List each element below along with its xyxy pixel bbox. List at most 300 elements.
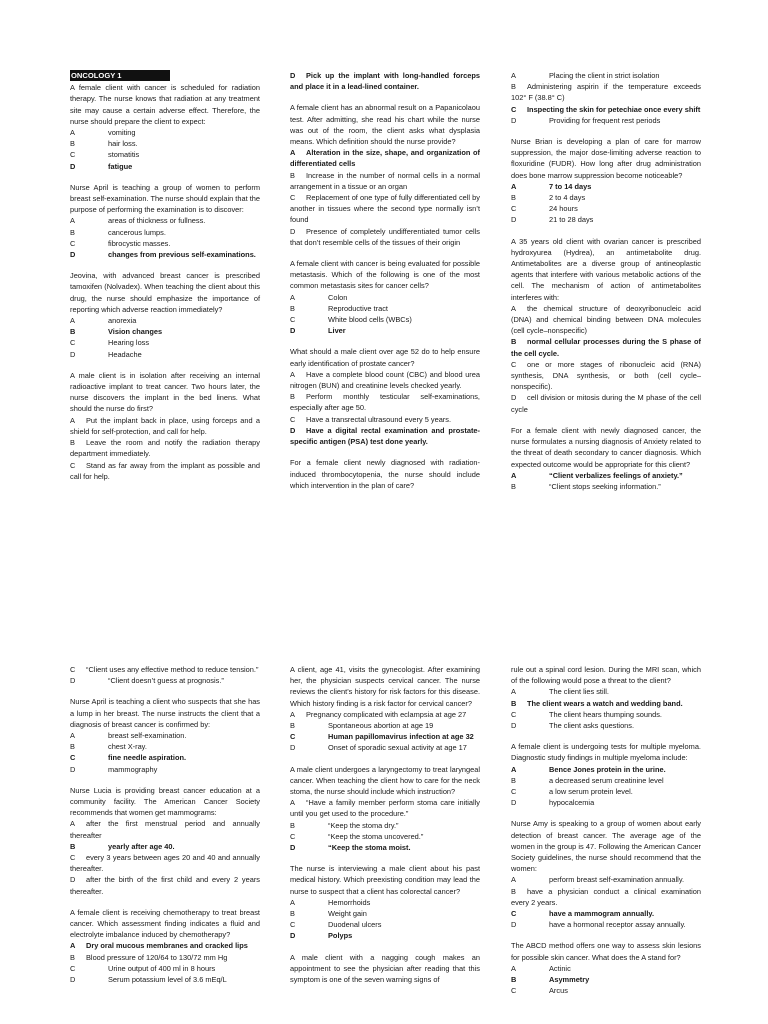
answer-option — [70, 974, 260, 985]
answer-option — [70, 349, 260, 360]
option-letter: D — [290, 326, 296, 336]
answer-option — [70, 874, 260, 896]
option-text: Pregnancy complicated with eclampsia at age 27 — [306, 709, 467, 719]
option-text: Bence Jones protein in the urine. — [549, 764, 666, 774]
answer-option — [511, 764, 701, 775]
option-text: Blood pressure of 120/64 to 130/72 mm Hg — [86, 952, 228, 962]
answer-option — [70, 963, 260, 974]
option-letter: D — [511, 920, 517, 930]
answer-option — [70, 940, 260, 951]
question-stem: Nurse Lucia is providing breast cancer education at a community facility. The American Cancer Society recommends that women get mammograms: — [70, 785, 260, 818]
option-letter: C — [290, 920, 296, 930]
answer-option — [290, 831, 480, 842]
question-stem: The ABCD method offers one way to assess skin lesions for possible skin cancer. What does the A stand for? — [511, 941, 701, 962]
option-letter: B — [290, 909, 295, 919]
answer-option — [511, 974, 701, 985]
question-block — [70, 82, 260, 172]
question-stem: A client, age 41, visits the gynecologist. After examining her, the physician suspects cervical cancer. The nurse reviews the client’s history for risk factors for this disease. Which history finding is a risk factor for cervical cancer? — [290, 665, 480, 708]
option-text: 21 to 28 days — [549, 215, 594, 225]
question-stem: Nurse April is teaching a client who suspects that she has a lump in her breast. The nurse instructs the client that a diagnosis of breast cancer is confirmed by: — [70, 697, 260, 729]
option-letter: C — [70, 753, 76, 763]
answer-option — [70, 460, 260, 482]
question-stem: rule out a spinal cord lesion. During the MRI scan, which of the following would pose a threat to the client? — [511, 665, 701, 686]
option-text: “Keep the stoma uncovered.” — [328, 831, 424, 841]
question-stem: Nurse Brian is developing a plan of care for marrow suppression, the major dose-limiting adverse reaction to floxuridine (FUDR). How long after drug administration does bone marrow suppression become noticeable? — [511, 137, 701, 180]
option-text: fine needle aspiration. — [108, 753, 187, 763]
option-letter: C — [511, 986, 517, 996]
answer-option — [511, 786, 701, 797]
answer-option — [290, 314, 480, 325]
option-text: Serum potassium level of 3.6 mEq/L — [108, 975, 227, 985]
answer-option — [511, 720, 701, 731]
answer-option — [70, 326, 260, 337]
question-block — [511, 940, 701, 996]
option-text: after the birth of the first child and every 2 years thereafter. — [70, 875, 260, 896]
question-stem: The nurse is interviewing a male client about his past medical history. Which preexisting condition may lead the nurse to suspect that a client has colorectal cancer? — [290, 864, 480, 896]
answer-option — [290, 742, 480, 753]
option-letter: D — [70, 875, 76, 885]
answer-option — [70, 818, 260, 840]
question-block — [290, 952, 480, 986]
answer-option — [70, 664, 260, 675]
option-text: areas of thickness or fullness. — [108, 216, 206, 226]
option-letter: B — [70, 327, 76, 337]
answer-option — [511, 392, 701, 414]
option-letter: A — [511, 687, 516, 697]
option-letter: C — [70, 238, 76, 248]
option-text: Pick up the implant with long-handled forceps and place it in a lead-lined container. — [290, 71, 480, 92]
option-text: Weight gain — [328, 909, 367, 919]
answer-option — [511, 481, 701, 492]
top-page-half — [0, 70, 768, 530]
option-text: Vision changes — [108, 327, 163, 337]
answer-option — [70, 437, 260, 459]
question-block — [290, 102, 480, 248]
answer-option — [70, 415, 260, 437]
option-letter: C — [511, 709, 517, 719]
column-3 — [511, 70, 701, 502]
answer-option — [511, 886, 701, 908]
option-letter: A — [70, 731, 75, 741]
option-text: Reproductive tract — [328, 303, 388, 313]
answer-option — [290, 369, 480, 391]
answer-option — [290, 897, 480, 908]
answer-option — [511, 359, 701, 393]
option-text: Liver — [328, 326, 346, 336]
option-letter: D — [290, 843, 296, 853]
section-heading: ONCOLOGY 1 — [70, 70, 170, 81]
answer-option — [511, 797, 701, 808]
question-stem: For a female client newly diagnosed with radiation-induced thrombocytopenia, the nurse should include which intervention in the plan of care? — [290, 458, 480, 490]
option-letter: C — [290, 414, 296, 424]
question-block — [511, 136, 701, 226]
option-letter: A — [290, 148, 296, 158]
option-letter: D — [290, 425, 296, 435]
question-stem: A female client with cancer is scheduled for radiation therapy. The nurse knows that radiation at any treatment site may cause a certain adverse effect. Therefore, the nurse should prepare the client to expect: — [70, 83, 260, 126]
answer-option — [70, 841, 260, 852]
option-text: cancerous lumps. — [108, 227, 166, 237]
option-letter: C — [511, 104, 517, 114]
option-text: “Client verbalizes feelings of anxiety.” — [549, 470, 683, 480]
option-text: after the first menstrual period and annually thereafter — [70, 819, 260, 840]
option-text: fatigue — [108, 161, 133, 171]
option-text: breast self-examination. — [108, 731, 187, 741]
option-letter: A — [511, 71, 516, 80]
column-2 — [290, 70, 480, 501]
option-letter: D — [70, 349, 76, 359]
answer-option — [290, 391, 480, 413]
option-text: Inspecting the skin for petechiae once every shift — [527, 104, 701, 114]
answer-option — [511, 919, 701, 930]
option-text: The client lies still. — [549, 687, 609, 697]
option-text: Replacement of one type of fully differentiated cell by another in tissues where the second type normally isn’t found — [290, 193, 480, 225]
question-block — [511, 818, 701, 930]
question-stem: Nurse Amy is speaking to a group of women about early detection of breast cancer. The average age of the women in the group is 47. Following the American Cancer Society guidelines, the nurse should recommend that the women: — [511, 819, 701, 874]
option-letter: A — [511, 875, 516, 885]
option-text: one or more stages of ribonucleic acid (RNA) synthesis, DNA synthesis, or both (cell cycle–nonspecific). — [511, 359, 701, 392]
question-block — [70, 370, 260, 482]
question-stem: A male client undergoes a laryngectomy to treat laryngeal cancer. When teaching the client how to care for the neck stoma, the nurse should include which instruction? — [290, 764, 480, 797]
option-letter: A — [70, 316, 75, 326]
option-letter: B — [511, 886, 516, 896]
answer-option — [70, 215, 260, 226]
option-letter: A — [511, 303, 516, 313]
answer-option — [70, 238, 260, 249]
question-block — [511, 664, 701, 731]
question-stem: A 35 years old client with ovarian cancer is prescribed hydroxyurea (Hydrea), an antimetabolite drug. Antimetabolites are a diverse group of antineoplastic agents that interfere with various metabolic actions of the cell. The mechanism of action of antimetabolites interferes with: — [511, 236, 701, 302]
column-1 — [70, 664, 260, 995]
option-letter: D — [511, 721, 517, 731]
option-letter: C — [511, 787, 517, 797]
answer-option — [290, 930, 480, 941]
option-letter: B — [70, 742, 75, 752]
answer-option — [70, 764, 260, 775]
option-letter: D — [290, 226, 296, 236]
question-stem: A female client has an abnormal result on a Papanicolaou test. After admitting, she read his chart while the nurse was out of the room, the client asks what dysplasia means. Which definition should the nurse provide? — [290, 103, 480, 147]
answer-option — [511, 203, 701, 214]
option-text: Actinic — [549, 963, 571, 973]
answer-option — [290, 720, 480, 731]
option-letter: A — [290, 798, 295, 808]
question-block — [511, 236, 701, 415]
column-2 — [290, 664, 480, 995]
option-letter: C — [70, 460, 76, 470]
option-letter: B — [290, 170, 295, 180]
question-block — [511, 70, 701, 126]
option-letter: B — [511, 775, 516, 785]
question-block — [290, 346, 480, 447]
option-letter: B — [511, 698, 517, 708]
option-text: Hemorrhoids — [328, 897, 371, 907]
answer-option — [290, 731, 480, 742]
option-letter: B — [511, 337, 517, 347]
option-letter: D — [290, 931, 296, 941]
answer-option — [70, 315, 260, 326]
option-letter: D — [511, 393, 517, 403]
option-letter: C — [70, 853, 76, 863]
question-block — [290, 664, 480, 754]
option-text: Duodenal ulcers — [328, 920, 382, 930]
option-text: hypocalcemia — [549, 798, 595, 808]
option-text: Hearing loss — [108, 338, 150, 348]
answer-option — [70, 249, 260, 260]
answer-option — [511, 70, 701, 81]
option-text: Arcus — [549, 986, 568, 996]
option-text: The client hears thumping sounds. — [549, 709, 662, 719]
option-text: perform breast self-examination annually. — [549, 875, 685, 885]
question-block — [70, 270, 260, 360]
option-letter: C — [70, 150, 76, 160]
option-text: The client wears a watch and wedding band. — [527, 698, 683, 708]
option-letter: A — [70, 819, 75, 829]
answer-option — [290, 820, 480, 831]
option-text: fibrocystic masses. — [108, 238, 171, 248]
option-letter: B — [290, 820, 295, 830]
option-text: “Client stops seeking information.” — [549, 481, 661, 491]
option-text: The client asks questions. — [549, 721, 635, 731]
option-letter: B — [511, 193, 516, 203]
option-text: Colon — [328, 292, 348, 302]
option-text: the chemical structure of deoxyribonucleic acid (DNA) and chemical binding between DNA molecules (cell cycle–nonspecific) — [511, 303, 701, 336]
answer-option — [511, 181, 701, 192]
option-text: Dry oral mucous membranes and cracked lips — [86, 941, 248, 951]
option-text: cell division or mitosis during the M phase of the cell cycle — [511, 393, 701, 414]
question-block — [511, 741, 701, 808]
option-letter: D — [290, 743, 296, 753]
answer-option — [290, 842, 480, 853]
question-stem: Jeovina, with advanced breast cancer is prescribed tamoxifen (Nolvadex). When teaching the client about this drug, the nurse should emphasize the importance of reporting which adverse reaction immediately? — [70, 271, 260, 314]
option-letter: A — [511, 764, 517, 774]
question-block — [70, 182, 260, 260]
option-letter: C — [511, 204, 517, 214]
answer-option — [511, 470, 701, 481]
option-letter: B — [290, 392, 295, 402]
option-text: “Have a family member perform stoma care initially until you get used to the procedure.” — [290, 798, 480, 819]
option-letter: C — [290, 315, 296, 325]
option-letter: C — [290, 831, 296, 841]
answer-option — [511, 104, 701, 115]
answer-option — [511, 81, 701, 103]
question-block — [70, 664, 260, 686]
option-letter: D — [70, 676, 76, 686]
answer-option — [511, 336, 701, 358]
option-text: 24 hours — [549, 204, 578, 214]
option-letter: C — [70, 665, 76, 674]
option-letter: A — [70, 216, 75, 226]
column-3 — [511, 664, 701, 1006]
option-text: chest X-ray. — [108, 742, 147, 752]
option-letter: A — [290, 292, 295, 302]
option-letter: C — [70, 963, 76, 973]
question-stem: A female client is undergoing tests for multiple myeloma. Diagnostic study findings in multiple myeloma include: — [511, 742, 701, 763]
answer-option — [70, 852, 260, 874]
option-text: a decreased serum creatinine level — [549, 775, 664, 785]
question-stem: A male client is in isolation after receiving an internal radioactive implant to treat cancer. Two hours later, the nurse discovers the implant in the bed linens. What should the nurse do first? — [70, 370, 260, 414]
option-letter: A — [511, 470, 517, 480]
answer-option — [70, 227, 260, 238]
option-letter: B — [70, 227, 75, 237]
answer-option — [290, 303, 480, 314]
option-text: Stand as far away from the implant as possible and call for help. — [70, 460, 260, 481]
answer-option — [511, 908, 701, 919]
answer-option — [70, 730, 260, 741]
option-text: vomiting — [108, 128, 136, 138]
option-text: normal cellular processes during the S phase of the cell cycle. — [511, 337, 701, 358]
option-text: Put the implant back in place, using forceps and a shield for self-protection, and call for help. — [70, 415, 260, 436]
option-text: “Client uses any effective method to reduce tension.” — [86, 665, 259, 674]
answer-option — [70, 127, 260, 138]
option-text: Have a digital rectal examination and prostate-specific antigen (PSA) test done yearly. — [290, 425, 480, 447]
option-letter: C — [70, 338, 76, 348]
option-letter: B — [511, 82, 516, 92]
answer-option — [290, 292, 480, 303]
option-letter: C — [290, 193, 296, 203]
answer-option — [511, 686, 701, 697]
option-text: Perform monthly testicular self-examinations, especially after age 50. — [290, 392, 480, 413]
answer-option — [511, 775, 701, 786]
question-stem: A male client with a nagging cough makes an appointment to see the physician after reading that this symptom is one of the seven warning signs of — [290, 952, 480, 985]
option-letter: C — [290, 732, 296, 742]
answer-option — [290, 70, 480, 92]
answer-option — [511, 985, 701, 996]
option-letter: A — [70, 415, 75, 425]
option-letter: B — [70, 438, 75, 448]
option-text: stomatitis — [108, 150, 140, 160]
option-text: Onset of sporadic sexual activity at age 17 — [328, 743, 467, 753]
option-letter: B — [290, 303, 295, 313]
answer-option — [290, 192, 480, 226]
option-text: have a mammogram annually. — [549, 909, 655, 919]
question-stem: A female client with cancer is being evaluated for possible metastasis. Which of the following is one of the most common metastasis sites for cancer cells? — [290, 259, 480, 291]
answer-option — [70, 161, 260, 172]
answer-option — [511, 303, 701, 337]
answer-option — [290, 425, 480, 447]
option-text: Asymmetry — [549, 975, 590, 985]
option-text: Polyps — [328, 931, 353, 941]
option-text: Presence of completely undifferentiated tumor cells that don’t resemble cells of the tissues of their origin — [290, 226, 480, 247]
answer-option — [511, 874, 701, 885]
option-letter: A — [290, 897, 295, 907]
option-text: Urine output of 400 ml in 8 hours — [108, 963, 216, 973]
answer-option — [511, 963, 701, 974]
answer-option — [70, 149, 260, 160]
option-text: White blood cells (WBCs) — [328, 315, 412, 325]
answer-option — [511, 192, 701, 203]
option-letter: B — [70, 139, 75, 149]
option-text: Providing for frequent rest periods — [549, 115, 661, 125]
answer-option — [290, 709, 480, 720]
option-letter: D — [70, 764, 76, 774]
option-text: hair loss. — [108, 139, 138, 149]
option-letter: C — [511, 909, 517, 919]
answer-option — [70, 952, 260, 963]
answer-option — [70, 741, 260, 752]
answer-option — [290, 908, 480, 919]
option-text: yearly after age 40. — [108, 841, 175, 851]
option-letter: B — [70, 841, 76, 851]
option-text: “Keep the stoma dry.” — [328, 820, 399, 830]
option-text: Have a transrectal ultrasound every 5 years. — [306, 414, 452, 424]
option-letter: B — [70, 952, 75, 962]
question-stem: Nurse April is teaching a group of women to perform breast self-examination. The nurse should explain that the purpose of performing the examination is to discover: — [70, 182, 260, 215]
question-block — [70, 696, 260, 774]
option-letter: B — [290, 721, 295, 731]
option-text: a low serum protein level. — [549, 787, 633, 797]
question-block — [70, 907, 260, 985]
option-text: anorexia — [108, 316, 137, 326]
option-letter: D — [511, 798, 517, 808]
option-text: 2 to 4 days — [549, 193, 586, 203]
option-text: changes from previous self-examinations. — [108, 250, 256, 260]
option-letter: D — [511, 115, 517, 125]
option-text: Leave the room and notify the radiation therapy department immediately. — [70, 438, 260, 459]
option-letter: A — [290, 709, 295, 719]
bottom-page-half — [0, 664, 768, 1024]
question-block — [70, 785, 260, 897]
question-block — [511, 425, 701, 492]
answer-option — [70, 138, 260, 149]
option-text: Headache — [108, 349, 142, 359]
option-letter: D — [511, 215, 517, 225]
option-letter: A — [511, 963, 516, 973]
question-block — [290, 258, 480, 336]
option-letter: A — [70, 128, 75, 138]
option-letter: C — [511, 359, 517, 369]
question-stem: A female client is receiving chemotherapy to treat breast cancer. Which assessment finding indicates a fluid and electrolyte imbalance induced by chemotherapy? — [70, 907, 260, 940]
answer-option — [290, 797, 480, 819]
question-stem: What should a male client over age 52 do to help ensure early identification of prostate cancer? — [290, 347, 480, 368]
answer-option — [70, 752, 260, 763]
answer-option — [290, 919, 480, 930]
answer-option — [511, 115, 701, 126]
question-block — [290, 70, 480, 92]
option-text: 7 to 14 days — [549, 181, 592, 191]
question-block — [290, 863, 480, 941]
option-text: Alteration in the size, shape, and organization of differentiated cells — [290, 148, 480, 169]
answer-option — [511, 698, 701, 709]
answer-option — [511, 214, 701, 225]
option-text: Spontaneous abortion at age 19 — [328, 721, 434, 731]
option-text: have a hormonal receptor assay annually. — [549, 920, 686, 930]
answer-option — [290, 226, 480, 248]
answer-option — [290, 325, 480, 336]
question-block — [290, 764, 480, 854]
answer-option — [290, 414, 480, 425]
option-text: Have a complete blood count (CBC) and blood urea nitrogen (BUN) and creatinine levels checked yearly. — [290, 369, 480, 391]
option-text: mammography — [108, 764, 158, 774]
option-letter: D — [70, 975, 76, 985]
option-letter: D — [290, 71, 296, 80]
option-letter: B — [511, 481, 516, 491]
option-text: “Client doesn’t guess at prognosis.” — [108, 676, 224, 686]
option-letter: D — [70, 250, 76, 260]
option-text: Administering aspirin if the temperature exceeds 102° F (38.8° C) — [511, 82, 701, 103]
option-letter: A — [290, 369, 295, 379]
option-letter: B — [511, 975, 517, 985]
option-text: have a physician conduct a clinical examination every 2 years. — [511, 886, 701, 907]
answer-option — [290, 147, 480, 169]
option-text: “Keep the stoma moist. — [328, 843, 411, 853]
option-text: Human papillomavirus infection at age 32 — [328, 732, 474, 742]
answer-option — [70, 675, 260, 686]
option-letter: D — [70, 161, 76, 171]
question-block — [290, 457, 480, 491]
option-text: Increase in the number of normal cells in a normal arrangement in a tissue or an organ — [290, 170, 480, 191]
option-letter: A — [511, 181, 517, 191]
option-text: Placing the client in strict isolation — [549, 71, 660, 80]
answer-option — [511, 709, 701, 720]
column-1 — [70, 70, 260, 492]
